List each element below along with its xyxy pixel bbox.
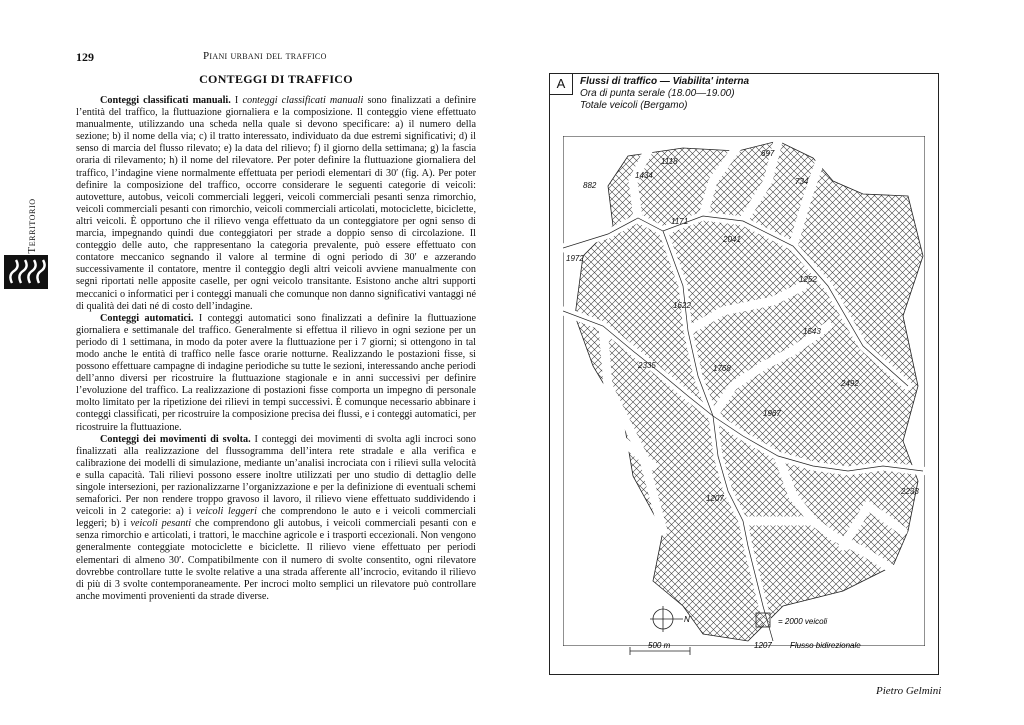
scale-bar	[630, 641, 690, 655]
flow-label: 1434	[635, 171, 653, 180]
traffic-flow-map	[563, 136, 925, 646]
flow-label: 734	[795, 177, 809, 186]
flow-label: 1252	[799, 275, 817, 284]
flow-label: 2492	[841, 379, 859, 388]
flow-label: 1171	[671, 217, 689, 226]
svg-text:500 m: 500 m	[648, 641, 671, 650]
flow-label: 1207	[706, 494, 724, 503]
svg-text:1207: 1207	[754, 641, 772, 650]
flow-label: 1768	[713, 364, 731, 373]
flow-label: 2233	[901, 487, 919, 496]
legend	[550, 599, 938, 674]
author: Pietro Gelmini	[876, 685, 942, 697]
svg-text:Flusso bidirezionale: Flusso bidirezionale	[790, 641, 861, 650]
paragraph-automatic: Conteggi automatici. I conteggi automatici sono finalizzati a definire la fluttuazione giornaliera e settimanale del traffico. Generalmente si effettua il rilievo in ogni sezione per un periodo di 1 settimana, in modo da poter avere la fluttuazione per i 7 giorni; si ottengono in tal modo anche le entità di traffico nelle fasce orarie notturne. Realizzando le postazioni fisse, si possono effettuare campagne di indagine periodiche su tutte le sezioni, interessando anche periodi dell’anno diversi per ricostruire la fluttuazione stagionale e in anni successivi per definire l’evoluzione del traffico. La realizzazione di postazioni fisse comporta un impegno di personale molto limitato per la ripetizione dei rilievi in tempi successivi. È comunque necessario abbinare i conteggi classificati, per ricostruire la composizione precisa dei flussi, e i conteggi automatici, per ricostruire la fluttuazione.	[76, 312, 477, 433]
figure-title: Flussi di traffico — Viabilita' interna Ora di punta serale (18.00—19.00) Totale veicoli (Bergamo)	[580, 76, 750, 111]
svg-text:= 2000 veicoli: = 2000 veicoli	[778, 617, 828, 626]
flow-label: 697	[761, 149, 775, 158]
running-head: Piani urbani del traffico	[203, 50, 327, 62]
svg-text:N: N	[684, 615, 690, 624]
section-logo	[4, 255, 48, 289]
figure-a	[549, 73, 939, 675]
figure-letter: A	[550, 74, 573, 95]
section-title: CONTEGGI DI TRAFFICO	[199, 72, 353, 86]
paragraph-turning: Conteggi dei movimenti di svolta. I conteggi dei movimenti di svolta agli incroci sono finalizzati alla realizzazione del flussogramma dell’intera rete stradale e alla verifica e calibrazione dei modelli di simulazione, mediante un’analisi incrociata con i rilievi sulla velocità e sulla capacità. Tali rilievi possono essere inoltre utilizzati per uno studio di dettaglio delle singole intersezioni, per razionalizzarne l’organizzazione e per la definizione di eventuali schemi semaforici. Per non rendere troppo gravoso il lavoro, il rilievo viene effettuato suddividendo i veicoli in 2 categorie: a) i veicoli leggeri che comprendono le auto e i veicoli commerciali leggeri; b) i veicoli pesanti che comprendono gli autobus, i veicoli commerciali pesanti con e senza rimorchio e articolati, i trattori, le macchine agricole e i trasporti eccezionali. Non vengono generalmente conteggiate motociclette e biciclette. Il rilievo viene effettuato per periodi elementari di almeno 30′. Compatibilmente con il numero di svolte consentito, ogni rilevatore dovrebbe controllare tutte le svolte relative a una strada afferente all’incrocio, evitando il rilievo di più di 3 svolte contemporaneamente. Per incroci molto semplici un rilevatore può controllare anche movimenti provenienti da strade diverse.	[76, 433, 476, 602]
flow-label: 2041	[723, 235, 741, 244]
flow-label: 1543	[803, 327, 821, 336]
flow-label: 1967	[763, 409, 781, 418]
page-number: 129	[76, 50, 94, 64]
flow-label: 882	[583, 181, 597, 190]
side-label: Territorio	[26, 198, 38, 254]
paragraph-manual: Conteggi classificati manuali. I conteggi classificati manuali sono finalizzati a definire l’entità del traffico, la fluttuazione giornaliera e la composizione. Il conteggio viene effettuato manualmente, utilizzando una scheda nella quale si devono specificare: a) il numero della sezione; b) il nome della via; c) il tratto interessato, individuato da due estremi significativi; d) il senso di marcia del flusso rilevato; e) la data del rilievo; f) il giorno della settimana; g) la fascia oraria di rilevamento; h) il nome del rilevatore. Per poter definire la fluttuazione giornaliera del traffico, l’indagine viene normalmente effettuata per periodi elementari di 30′ (fig. A). Per poter definire la composizione del traffico, occorre considerare le seguenti categorie di veicoli: autovetture, autobus, veicoli commerciali leggeri, veicoli commerciali pesanti senza rimorchio, veicoli commerciali pesanti con rimorchio, veicoli commerciali articolati, motociclette, biciclette, altri veicoli. È opportuno che il rilievo venga effettuato da un conteggiatore per ogni senso di marcia, impegnando quindi due conteggiatori per strade a doppio senso di circolazione. Il conteggio delle auto, che rappresentano la categoria prevalente, può essere effettuato con contatore meccanico segnando il valore al termine di ogni periodo di 30′ e azzerando successivamente il contatore, mentre il conteggio degli altri veicoli avviene manualmente con segni riportati nelle apposite caselle, per ogni veicolo transitante. Esistono anche altri supporti meccanici o informatici per i conteggi manuali che comunque non danno significativi vantaggi né di qualità dei dati né di costo dell’indagine.	[76, 95, 477, 312]
flow-label: 2335	[638, 361, 656, 370]
north-arrow	[650, 606, 690, 632]
body-text	[76, 95, 476, 603]
legend-box	[756, 613, 770, 627]
flow-label: 1622	[673, 301, 691, 310]
flow-label: 1118	[661, 157, 678, 166]
flow-label: 1972	[566, 254, 584, 263]
